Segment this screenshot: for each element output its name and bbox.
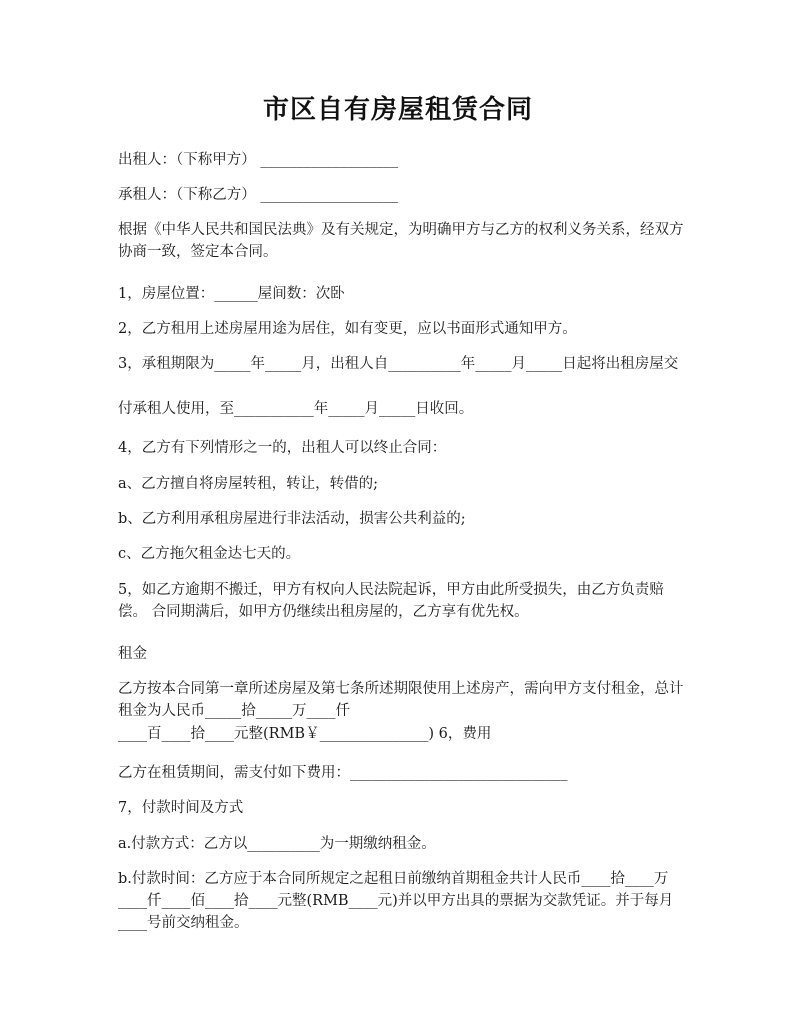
document-title: 市区自有房屋租赁合同 <box>262 95 533 125</box>
paragraph-clause-5: 5，如乙方逾期不搬迁，甲方有权向人民法院起诉，甲方由此所受损失，由乙方负责赔偿。 合同期满后，如甲方仍继续出租房屋的，乙方享有优先权。 <box>118 582 664 620</box>
paragraph-clause-4b: b、乙方利用承租房屋进行非法活动，损害公共利益的; <box>118 511 466 527</box>
paragraph-clause-4a: a、乙方擅自将房屋转租，转让，转借的; <box>118 476 379 492</box>
paragraph-lessee: 承租人：（下称乙方） ___________________ <box>118 187 399 203</box>
paragraph-rent-cont: ____百____拾____元整(RMB￥_______________) 6，费用 <box>118 726 492 742</box>
paragraph-lessor: 出租人：（下称甲方） ___________________ <box>118 152 399 168</box>
paragraph-rent: 乙方按本合同第一章所述房屋及第七条所述期限使用上述房产，需向甲方支付租金，总计租金为人民币_____拾_____万____仟 <box>118 681 684 719</box>
paragraph-clause-4c: c、乙方拖欠租金达七天的。 <box>118 546 301 562</box>
paragraph-payment-method: a.付款方式：乙方以__________为一期缴纳租金。 <box>118 836 436 852</box>
paragraph-clause-3-cont: 付承租人使用，至___________年_____月_____日收回。 <box>118 401 474 417</box>
paragraph-clause-2: 2，乙方租用上述房屋用途为居住，如有变更，应以书面形式通知甲方。 <box>118 321 577 337</box>
paragraph-clause-7: 7，付款时间及方式 <box>118 800 244 816</box>
paragraph-preamble: 根据《中华人民共和国民法典》及有关规定，为明确甲方与乙方的权利义务关系，经双方协商一致，签定本合同。 <box>118 222 684 260</box>
paragraph-fees: 乙方在租赁期间，需支付如下费用：______________________________ <box>118 765 568 781</box>
paragraph-clause-1: 1，房屋位置：______屋间数：次卧 <box>118 286 345 302</box>
paragraph-clause-4: 4，乙方有下列情形之一的，出租人可以终止合同： <box>118 440 447 456</box>
section-heading-rent: 租金 <box>118 646 147 662</box>
paragraph-clause-3: 3，承租期限为_____年_____月，出租人自__________年_____月_____日起将出租房屋交 <box>118 356 679 372</box>
paragraph-payment-time: b.付款时间：乙方应于本合同所规定之起租日前缴纳首期租金共计人民币____拾____万____仟____佰____拾____元整(RMB____元)并以甲方出具的票据为交款凭证。并于每月____号前交纳租金。 <box>118 871 674 931</box>
